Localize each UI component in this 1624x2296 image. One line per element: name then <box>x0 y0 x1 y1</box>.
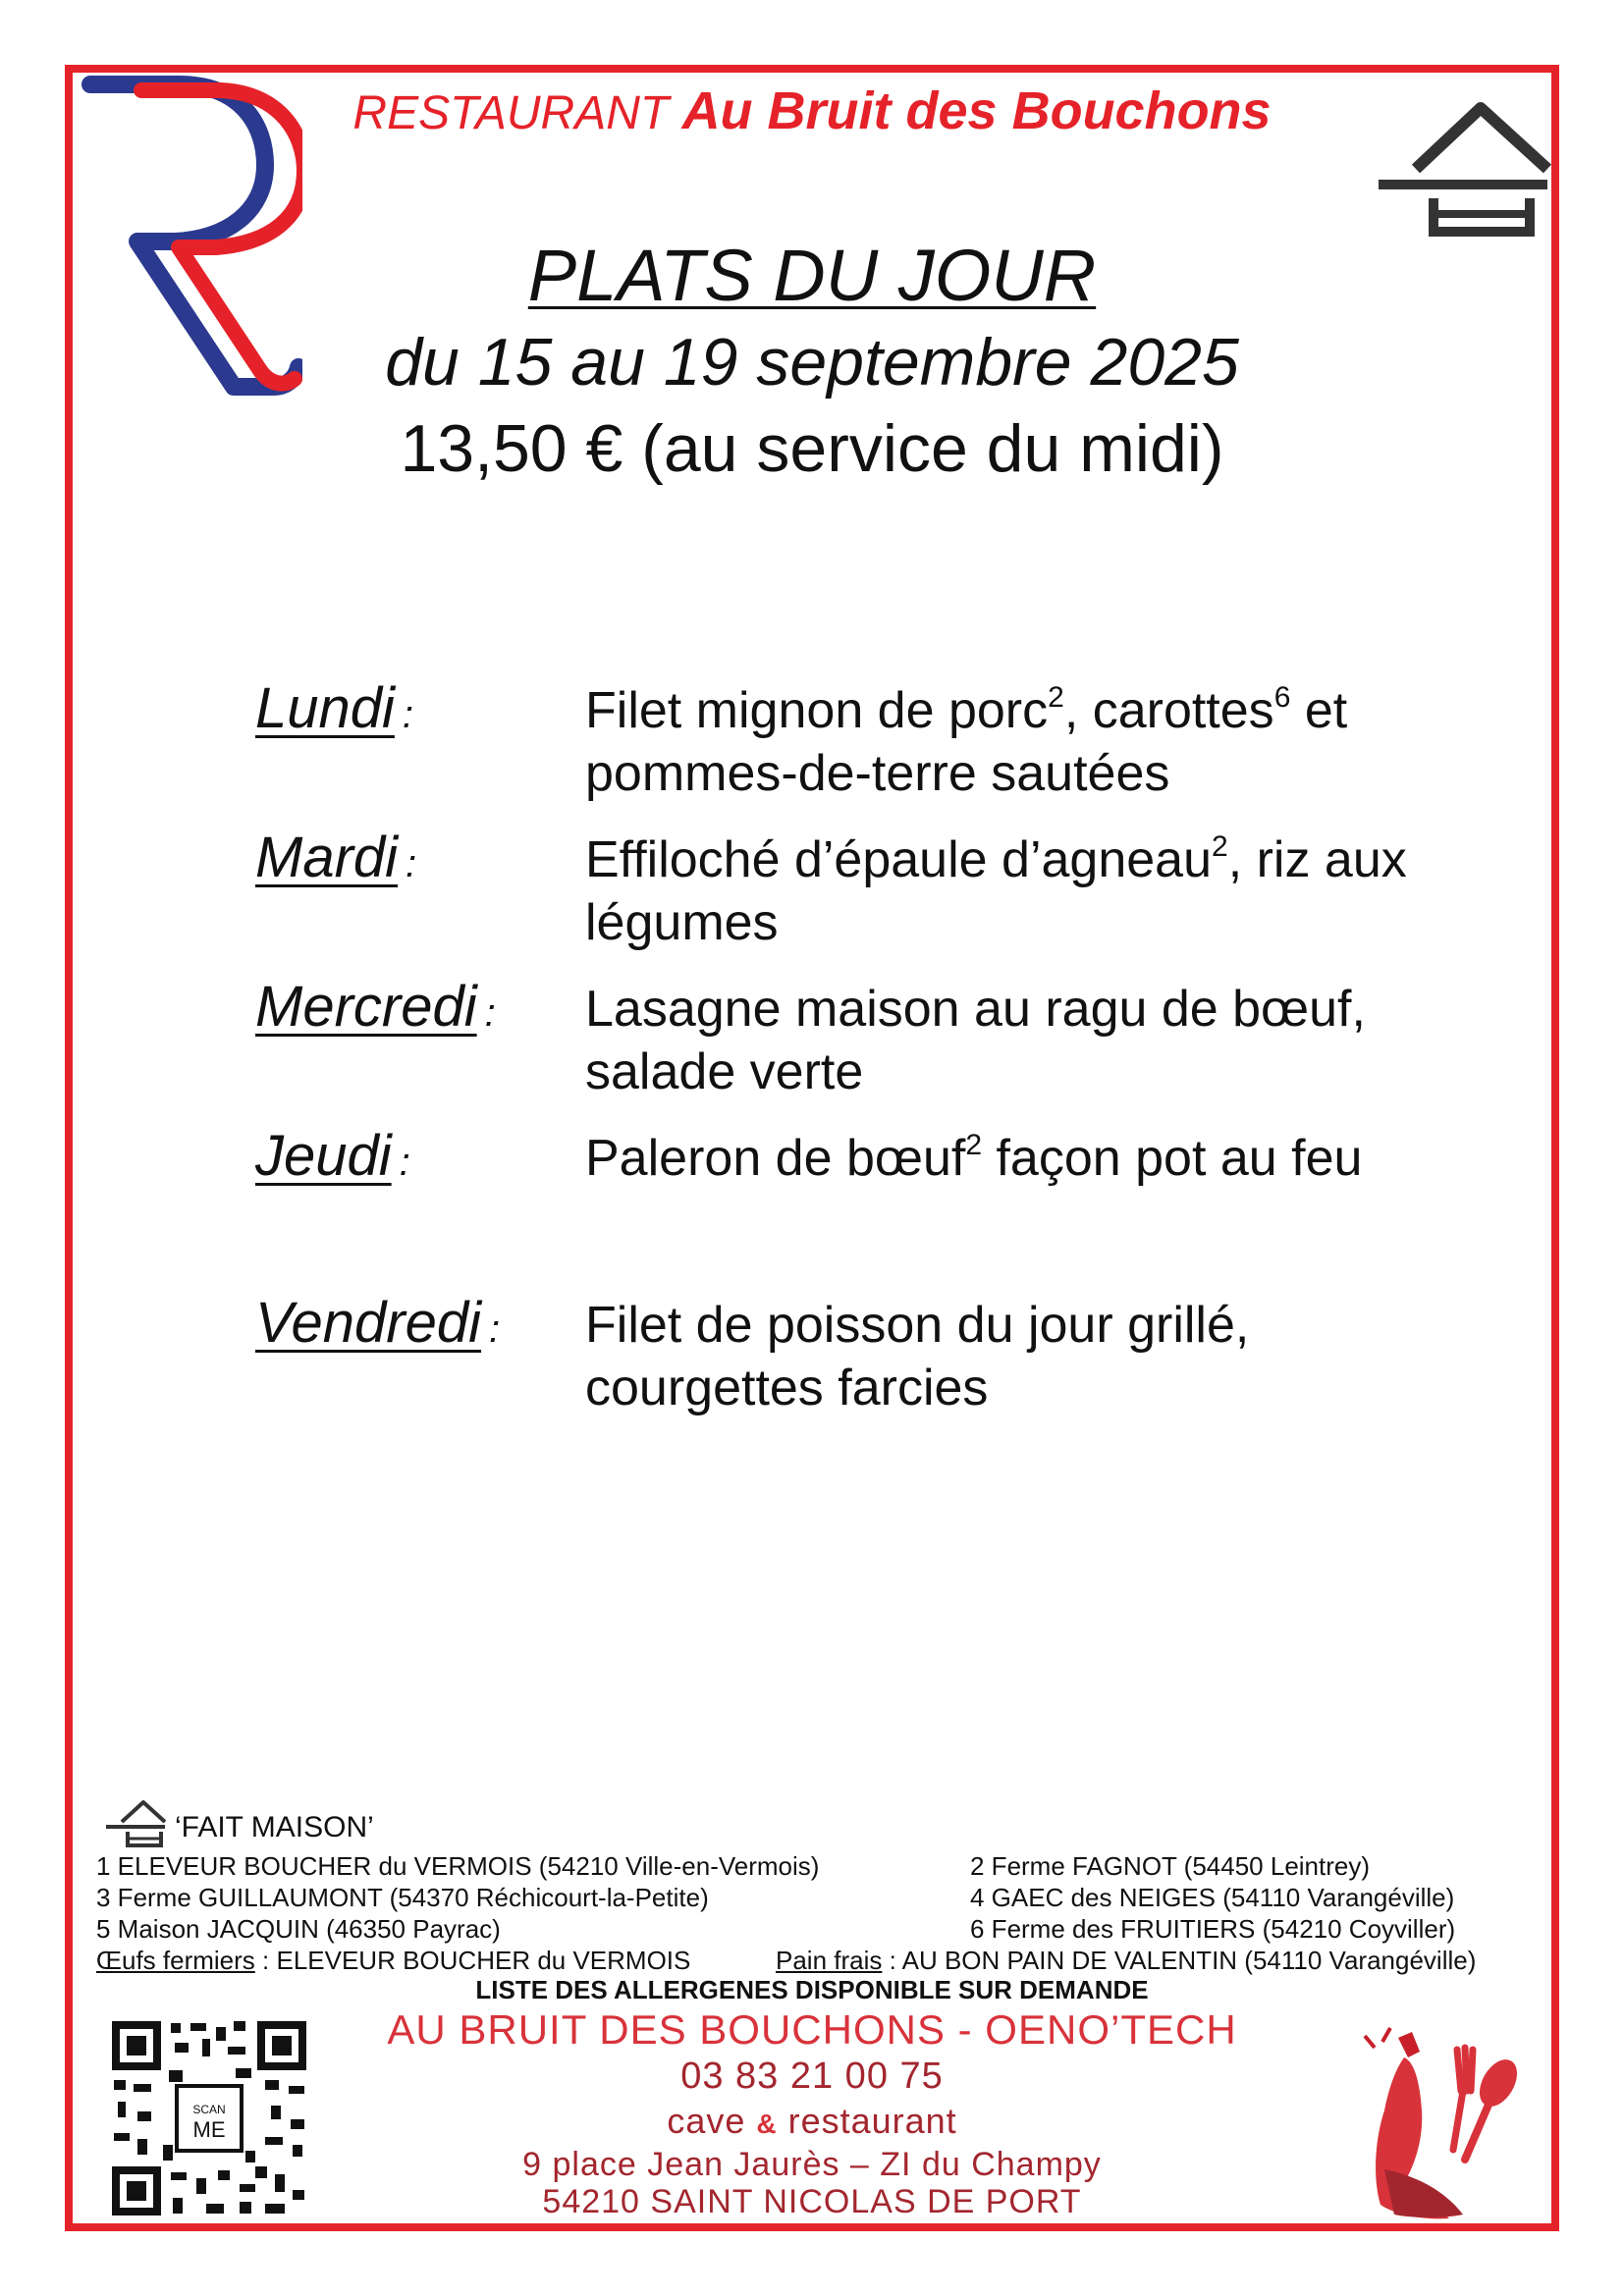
fait-maison-small-icon <box>102 1796 171 1853</box>
supplier-5: 5 Maison JACQUIN (46350 Payrac) <box>96 1914 501 1944</box>
footer-phone[interactable]: 03 83 21 00 75 <box>680 2056 944 2097</box>
supplier-1: 1 ELEVEUR BOUCHER du VERMOIS (54210 Ville-en-Vermois) <box>96 1851 820 1881</box>
dish-description: Filet mignon de porc$^2$, carottes$^6$ et pommes-de-terre sautées <box>585 681 1348 802</box>
day-label: Mercredi : <box>255 975 496 1039</box>
restaurant-brand <box>0 80 1624 141</box>
footer-business-name: AU BRUIT DES BOUCHONS - OENO’TECH <box>387 2006 1237 2053</box>
eggs-supplier: Œufs fermiers : ELEVEUR BOUCHER du VERMOIS <box>96 1946 691 1975</box>
fait-maison-label: ‘FAIT MAISON’ <box>175 1811 374 1843</box>
bread-supplier: Pain frais : AU BON PAIN DE VALENTIN (54110 Varangéville) <box>776 1946 1477 1975</box>
supplier-6: 6 Ferme des FRUITIERS (54210 Coyviller) <box>970 1914 1456 1944</box>
supplier-3: 3 Ferme GUILLAUMONT (54370 Réchicourt-la-Petite) <box>96 1883 709 1912</box>
dish-description: Paleron de bœuf$^2$ façon pot au feu <box>585 1129 1363 1187</box>
brand-name: Au Bruit des Bouchons <box>681 81 1272 140</box>
supplier-4: 4 GAEC des NEIGES (54110 Varangéville) <box>970 1883 1455 1912</box>
menu-price: 13,50 € (au service du midi) <box>400 411 1224 486</box>
day-label: Vendredi : <box>255 1291 501 1355</box>
day-label: Lundi : <box>255 676 414 740</box>
dish-description: Lasagne maison au ragu de bœuf, salade verte <box>585 981 1366 1100</box>
page-title: PLATS DU JOUR <box>527 235 1097 316</box>
dish-description: Effiloché d’épaule d’agneau$^2$, riz aux légumes <box>585 830 1407 951</box>
footer-address-city: 54210 SAINT NICOLAS DE PORT <box>542 2183 1082 2220</box>
day-label: Mardi : <box>255 826 417 889</box>
supplier-2: 2 Ferme FAGNOT (54450 Leintrey) <box>970 1851 1371 1881</box>
allergens-notice: LISTE DES ALLERGENES DISPONIBLE SUR DEMANDE <box>475 1975 1149 2004</box>
footer-tagline: cave & restaurant <box>667 2101 957 2141</box>
qr-scan-text: SCAN <box>192 2103 226 2116</box>
dish-description: Filet de poisson du jour grillé, courgettes farcies <box>585 1297 1250 1416</box>
footer-address-street: 9 place Jean Jaurès – ZI du Champy <box>522 2146 1102 2183</box>
bottle-utensils-logo-icon <box>1355 2022 1532 2228</box>
menu-dates: du 15 au 19 septembre 2025 <box>385 325 1239 400</box>
brand-prefix: RESTAURANT <box>352 87 670 139</box>
qr-me-text: ME <box>192 2117 226 2142</box>
day-label: Jeudi : <box>255 1124 410 1188</box>
